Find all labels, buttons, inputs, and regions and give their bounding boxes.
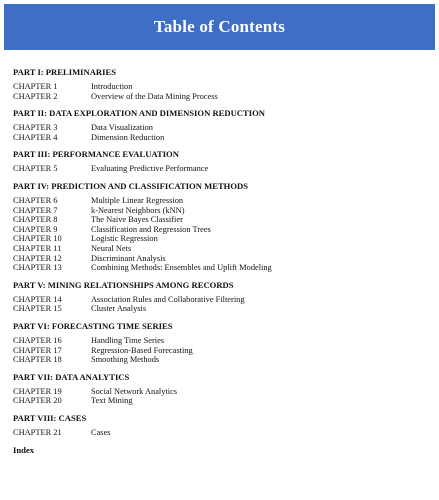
chapter-title: Multiple Linear Regression bbox=[91, 195, 184, 205]
chapter-title: Cluster Analysis bbox=[91, 304, 147, 314]
toc-part bbox=[13, 181, 433, 273]
chapter-number: CHAPTER 3 bbox=[13, 123, 58, 133]
chapter-title: Association Rules and Collaborative Filtering bbox=[91, 294, 245, 304]
chapter-entry[interactable] bbox=[13, 346, 433, 356]
chapter-title: The Naive Bayes Classifier bbox=[91, 215, 183, 225]
chapter-entry[interactable] bbox=[13, 304, 433, 314]
chapter-entry[interactable] bbox=[13, 82, 433, 92]
chapter-entry[interactable] bbox=[13, 355, 433, 365]
chapter-entry[interactable] bbox=[13, 244, 433, 254]
chapter-title: Introduction bbox=[91, 82, 133, 91]
chapter-number: CHAPTER 17 bbox=[13, 345, 62, 355]
chapter-title: k-Nearest Neighbors (kNN) bbox=[91, 205, 185, 215]
chapter-title: Cases bbox=[91, 427, 111, 437]
part-title[interactable]: PART I: PRELIMINARIES bbox=[13, 67, 116, 77]
chapter-entry[interactable] bbox=[13, 263, 433, 273]
chapter-title: Classification and Regression Trees bbox=[91, 224, 211, 234]
chapter-entry[interactable] bbox=[13, 336, 433, 346]
toc-part bbox=[13, 149, 433, 174]
chapter-number: CHAPTER 19 bbox=[13, 386, 62, 396]
chapter-number: CHAPTER 21 bbox=[13, 427, 62, 437]
chapter-number: CHAPTER 16 bbox=[13, 335, 62, 345]
toc-part bbox=[13, 413, 433, 438]
chapter-entry[interactable] bbox=[13, 254, 433, 264]
chapter-title: Combining Methods: Ensembles and Uplift Modeling bbox=[91, 263, 272, 273]
chapter-number: CHAPTER 15 bbox=[13, 304, 62, 314]
chapter-number: CHAPTER 12 bbox=[13, 253, 62, 263]
chapter-number: CHAPTER 4 bbox=[13, 132, 58, 142]
toc-list bbox=[13, 67, 433, 455]
chapter-title: Handling Time Series bbox=[91, 335, 165, 345]
chapter-title: Social Network Analytics bbox=[91, 386, 178, 396]
chapter-title: Data Visualization bbox=[91, 123, 153, 133]
chapter-number: CHAPTER 10 bbox=[13, 234, 62, 244]
chapter-entry[interactable] bbox=[13, 133, 433, 143]
chapter-entry[interactable] bbox=[13, 396, 433, 406]
part-title[interactable]: PART III: PERFORMANCE EVALUATION bbox=[13, 149, 179, 160]
chapter-entry[interactable] bbox=[13, 428, 433, 438]
chapter-number: CHAPTER 9 bbox=[13, 224, 58, 234]
chapter-number: CHAPTER 20 bbox=[13, 396, 62, 406]
toc-part bbox=[13, 108, 433, 142]
chapter-entry[interactable] bbox=[13, 215, 433, 225]
chapter-entry[interactable] bbox=[13, 295, 433, 305]
chapter-title: Neural Nets bbox=[91, 243, 132, 253]
part-title[interactable]: PART VII: DATA ANALYTICS bbox=[13, 371, 130, 382]
chapter-entry[interactable] bbox=[13, 92, 433, 102]
chapter-entry[interactable] bbox=[13, 206, 433, 216]
chapter-title: Text Mining bbox=[91, 396, 133, 406]
chapter-title: Discriminant Analysis bbox=[91, 253, 166, 263]
chapter-number: CHAPTER 14 bbox=[13, 294, 62, 304]
part-title[interactable]: PART II: DATA EXPLORATION AND DIMENSION REDUCTION bbox=[13, 108, 265, 119]
index-entry[interactable]: Index bbox=[13, 445, 35, 456]
page-title: Table of Contents bbox=[153, 17, 286, 36]
chapter-number: CHAPTER 2 bbox=[13, 91, 58, 101]
chapter-title: Logistic Regression bbox=[91, 234, 158, 244]
chapter-entry[interactable] bbox=[13, 234, 433, 244]
chapter-number: CHAPTER 11 bbox=[13, 243, 62, 253]
chapter-title: Dimension Reduction bbox=[91, 132, 165, 142]
toc-part bbox=[13, 372, 433, 406]
chapter-entry[interactable] bbox=[13, 123, 433, 133]
chapter-title: Overview of the Data Mining Process bbox=[91, 91, 218, 101]
chapter-number: CHAPTER 7 bbox=[13, 205, 58, 215]
chapter-number: CHAPTER 1 bbox=[13, 82, 58, 91]
chapter-title: Evaluating Predictive Performance bbox=[91, 164, 209, 174]
toc-part bbox=[13, 67, 433, 101]
chapter-entry[interactable] bbox=[13, 387, 433, 397]
chapter-number: CHAPTER 8 bbox=[13, 215, 58, 225]
chapter-number: CHAPTER 13 bbox=[13, 263, 62, 273]
chapter-entry[interactable] bbox=[13, 196, 433, 206]
toc-part bbox=[13, 321, 433, 365]
chapter-title: Smoothing Methods bbox=[91, 355, 160, 365]
part-title[interactable]: PART V: MINING RELATIONSHIPS AMONG RECORDS bbox=[13, 279, 234, 290]
chapter-number: CHAPTER 6 bbox=[13, 195, 58, 205]
part-title[interactable]: PART VI: FORECASTING TIME SERIES bbox=[13, 320, 173, 331]
toc-part bbox=[13, 280, 433, 314]
chapter-number: CHAPTER 5 bbox=[13, 164, 58, 174]
toc-header bbox=[4, 4, 435, 50]
chapter-title: Regression-Based Forecasting bbox=[91, 345, 193, 355]
chapter-entry[interactable] bbox=[13, 164, 433, 174]
chapter-entry[interactable] bbox=[13, 225, 433, 235]
chapter-number: CHAPTER 18 bbox=[13, 355, 62, 365]
part-title[interactable]: PART IV: PREDICTION AND CLASSIFICATION METHODS bbox=[13, 180, 249, 191]
part-title[interactable]: PART VIII: CASES bbox=[13, 412, 87, 423]
